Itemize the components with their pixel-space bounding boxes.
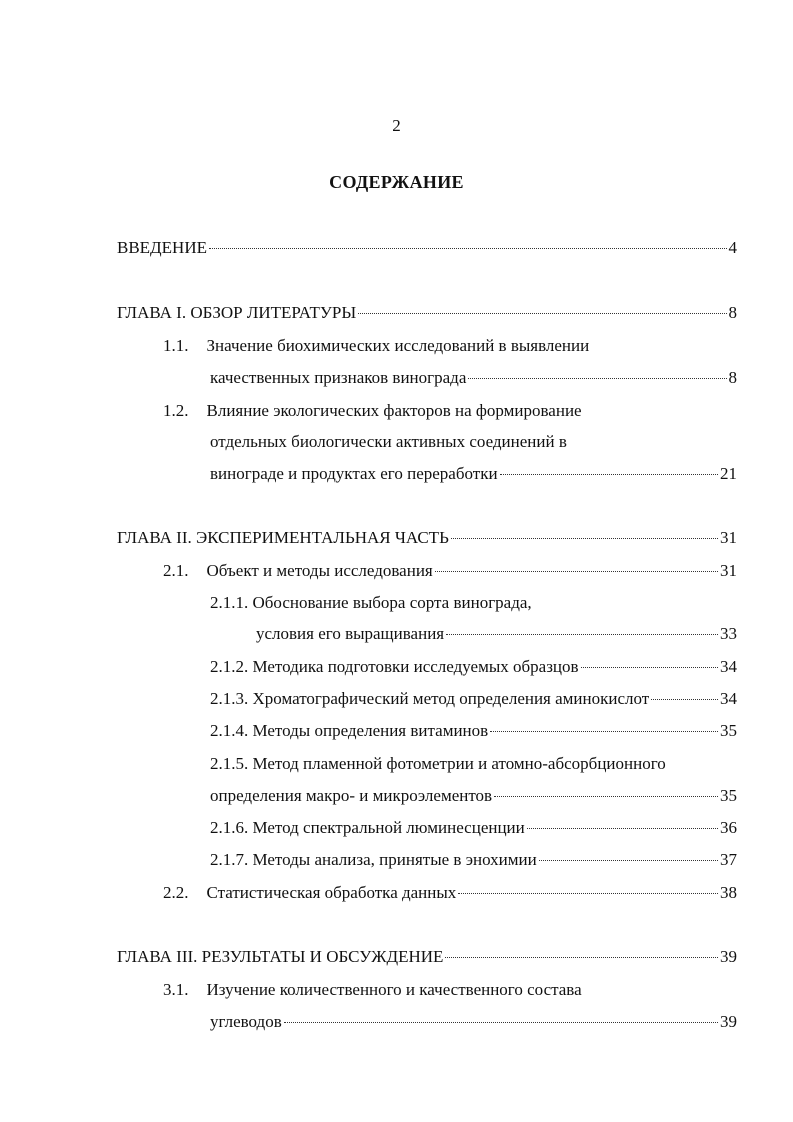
toc-page-number: 31 [720,561,737,580]
toc-entry-1-1-line2 [210,366,737,390]
toc-entry-text [163,559,433,583]
toc-entry-label: Статистическая обработка данных [206,883,457,902]
toc-entry-2-1 [163,559,737,583]
section-number: 2.2. [163,883,189,902]
section-number: 1.1. [163,336,189,355]
toc-entry-2-1-2 [210,655,737,679]
toc-entry-2-1-1-line2 [256,622,737,646]
toc-entry-2-1-5-line1 [210,752,666,776]
dot-leader [435,571,718,572]
toc-page-number: 34 [720,689,737,708]
page-title: СОДЕРЖАНИЕ [329,172,464,192]
toc-entry-text [163,881,456,905]
toc-page-number: 8 [728,303,737,322]
page-number: 2 [392,116,401,135]
dot-leader [284,1022,718,1023]
section-number: 3.1. [163,980,189,999]
toc-entry-2-1-5-line2 [210,784,737,808]
toc-entry-text: 2.1.6. Метод спектральной люминесценции [210,818,525,837]
toc-page-number: 4 [728,238,737,257]
toc-page-number: 35 [720,786,737,805]
dot-leader [468,378,726,379]
toc-page-number: 8 [728,368,737,387]
toc-entry-chapter-2 [117,526,737,550]
toc-page-number: 35 [720,721,737,740]
toc-entry-2-1-6 [210,816,737,840]
dot-leader [458,893,718,894]
toc-entry-text: качественных признаков винограда [210,368,467,387]
toc-entry-text: ГЛАВА I. ОБЗОР ЛИТЕРАТУРЫ [117,303,357,322]
dot-leader [358,313,726,314]
toc-entry-text: ВВЕДЕНИЕ [117,238,207,257]
toc-page-number: 21 [720,464,737,483]
toc-page-number: 33 [720,624,737,643]
toc-entry-1-2-line3 [210,462,737,486]
toc-entry-text: 2.1.4. Методы определения витаминов [210,721,489,740]
dot-leader [500,474,718,475]
toc-entry-text: Изучение количественного и качественного состава [206,980,582,999]
toc-entry-text: 2.1.2. Методика подготовки исследуемых образцов [210,657,579,676]
toc-entry-1-1-line1 [163,334,589,358]
toc-entry-2-1-3 [210,687,737,711]
dot-leader [445,957,718,958]
toc-entry-text: ГЛАВА II. ЭКСПЕРИМЕНТАЛЬНАЯ ЧАСТЬ [117,528,449,547]
toc-page-number: 36 [720,818,737,837]
toc-entry-3-1-line2 [210,1010,737,1034]
dot-leader [446,634,718,635]
section-number: 2.1. [163,561,189,580]
toc-entry-text: определения макро- и микроэлементов [210,786,493,805]
toc-entry-text: условия его выращивания [256,624,445,643]
toc-page-number: 38 [720,883,737,902]
toc-page-number: 34 [720,657,737,676]
toc-entry-2-1-7 [210,848,737,872]
toc-entry-text: Значение биохимических исследований в выявлении [206,336,590,355]
dot-leader [581,667,718,668]
toc-entry-text: отдельных биологически активных соединений в [210,432,567,451]
dot-leader [451,538,718,539]
toc-page-number: 31 [720,528,737,547]
toc-entry-text: 2.1.5. Метод пламенной фотометрии и атомно-абсорбционного [210,754,666,773]
toc-entry-1-2-line2 [210,430,567,454]
toc-entry-3-1-line1 [163,978,582,1002]
toc-entry-text: Влияние экологических факторов на формирование [206,401,582,420]
dot-leader [209,248,727,249]
toc-entry-2-1-1-line1 [210,591,532,615]
toc-page-number: 37 [720,850,737,869]
toc-entry-label: Объект и методы исследования [206,561,433,580]
toc-entry-1-2-line1 [163,399,582,423]
toc-entry-text: 2.1.3. Хроматографический метод определения аминокислот [210,689,650,708]
toc-entry-2-1-4 [210,719,737,743]
toc-page-number: 39 [720,947,737,966]
toc-entry-2-2 [163,881,737,905]
toc-entry-chapter-1 [117,301,737,325]
toc-entry-text: винограде и продуктах его переработки [210,464,498,483]
dot-leader [527,828,718,829]
toc-entry-introduction [117,236,737,260]
toc-entry-chapter-3 [117,945,737,969]
toc-entry-text: углеводов [210,1012,282,1031]
toc-entry-text: ГЛАВА III. РЕЗУЛЬТАТЫ И ОБСУЖДЕНИЕ [117,947,444,966]
toc-entry-text: 2.1.7. Методы анализа, принятые в энохимии [210,850,537,869]
toc-page-number: 39 [720,1012,737,1031]
toc-entry-text: 2.1.1. Обоснование выбора сорта винограда, [210,593,532,612]
dot-leader [490,731,718,732]
dot-leader [651,699,718,700]
dot-leader [494,796,718,797]
dot-leader [539,860,718,861]
section-number: 1.2. [163,401,189,420]
